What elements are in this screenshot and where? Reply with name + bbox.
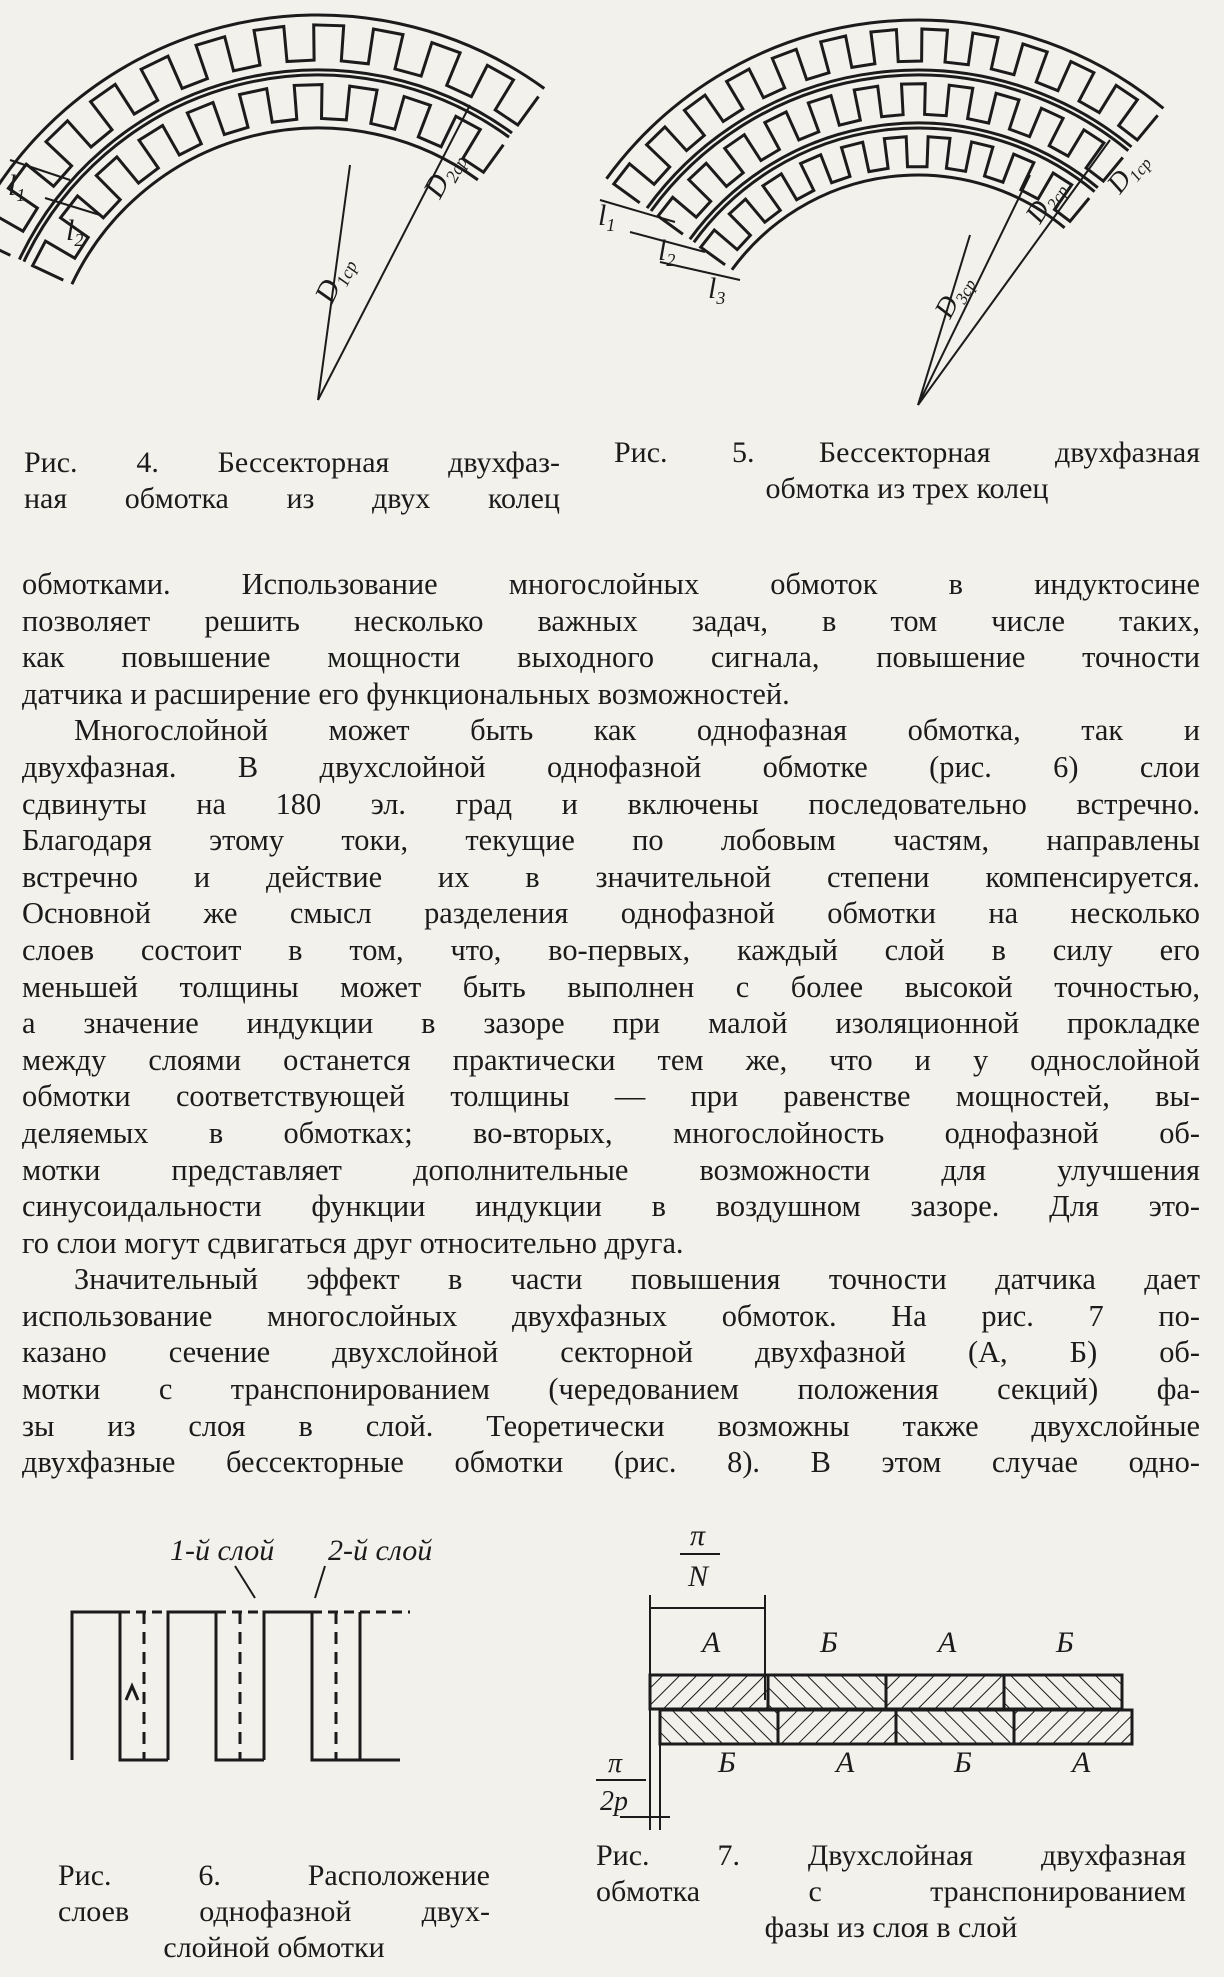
figure-6-caption: Рис. 6. Расположение слоев однофазной двух- слойной обмотки [58, 1859, 490, 1964]
fig6-leader-1 [235, 1566, 255, 1598]
fig7-bottom-layer-section [660, 1710, 778, 1744]
fig7-label-pi-2p-denominator: 2p [600, 1786, 628, 1817]
fig7-bottom-layer-section [1014, 1710, 1132, 1744]
fig5-inner-ring-edge [694, 128, 1095, 242]
fig7-bottom-layer-section [896, 1710, 1014, 1744]
figure-7-caption: Рис. 7. Двухслойная двухфазная обмотка с транспонированием фазы из слоя в слой [596, 1839, 1186, 1944]
fig6-label-layer2: 2-й слой [328, 1534, 433, 1567]
body-line: обмотками. Использование многослойных обмоток в индуктосине [22, 567, 1200, 601]
fig4-label-l1: $l_1$ [8, 169, 26, 205]
fig6-leader-2 [315, 1566, 325, 1598]
fig7-bottom-label: Б [718, 1746, 736, 1779]
body-line: двухфазная. В двухслойной однофазной обмотке (рис. 6) слои [22, 749, 1200, 784]
fig7-label-pi-2p-numerator: π [608, 1748, 623, 1779]
fig5-label-d1: $D_{1ср}$ [1101, 154, 1156, 200]
body-line: встречно и действие их в значительной степени компенсируется. [22, 859, 1200, 894]
fig7-bottom-layer-section [778, 1710, 896, 1744]
body-line: двухфазные бессекторные обмотки (рис. 8). В этом случае одно- [22, 1445, 1200, 1480]
body-line: казано сечение двухслойной секторной двухфазной (А, Б) об- [22, 1335, 1200, 1370]
fig7-top-label: А [702, 1626, 721, 1659]
body-line: сдвинуты на 180 эл. град и включены последовательно встречно. [22, 786, 1200, 821]
figure-6-diagram [60, 1500, 480, 1800]
fig5-inner-ring-edge [732, 175, 1065, 270]
fig6-layer1-coil [72, 1612, 168, 1760]
body-line: синусоидальности функции индукции в воздушном зазоре. Для это- [22, 1189, 1200, 1224]
fig5-label-l2: $l_2$ [658, 234, 676, 270]
fig6-label-layer1: 1-й слой [170, 1534, 275, 1567]
fig5-label-l1: $l_1$ [598, 199, 616, 235]
fig5-label-d3: $D_{3ср}$ [928, 276, 980, 324]
fig6-layer1-end [360, 1612, 400, 1760]
figure-5-caption: Рис. 5. Бессекторная двухфазная обмотка из трех колец [614, 436, 1200, 505]
fig7-bottom-label: А [836, 1746, 855, 1779]
body-line: Благодаря этому токи, текущие по лобовым частям, направлены [22, 823, 1200, 858]
fig7-top-layer-section [768, 1675, 886, 1709]
fig7-top-layer-section [1004, 1675, 1122, 1709]
fig7-top-label: Б [1056, 1626, 1074, 1659]
body-line: Значительный эффект в части повышения точности датчика дает [74, 1262, 1200, 1297]
body-line: позволяет решить несколько важных задач, в том числе таких, [22, 603, 1200, 638]
fig7-label-pi-n-numerator: π [690, 1519, 706, 1552]
fig5-label-l3: $l_3$ [708, 272, 726, 308]
fig6-layer1-coil [264, 1612, 360, 1760]
body-line: использование многослойных двухфазных обмоток. На рис. 7 по- [22, 1298, 1200, 1333]
fig7-bottom-label: А [1072, 1746, 1091, 1779]
fig7-top-label: А [938, 1626, 957, 1659]
fig4-label-d2: $D_{2ср}$ [417, 153, 472, 204]
fig7-top-layer-section [886, 1675, 1004, 1709]
fig4-outer-ring [0, 25, 539, 255]
body-line: деляемых в обмотках; во-вторых, многослойность однофазной об- [22, 1115, 1200, 1150]
body-line: как повышение мощности выходного сигнала, повышение точности [22, 640, 1200, 675]
fig7-top-layer-section [650, 1675, 768, 1709]
figure-7-diagram [590, 1510, 1190, 1850]
fig5-label-d2: $D_{2ср}$ [1019, 182, 1073, 229]
fig4-outer-ring-edge [0, 15, 544, 236]
body-line: датчика и расширение его функциональных возможностей. [22, 676, 790, 711]
body-line: меньшей толщины может быть выполнен с более высокой точностью, [22, 969, 1200, 1004]
body-line: а значение индукции в зазоре при малой изоляционной прокладке [22, 1006, 1200, 1041]
body-line: го слои могут сдвигаться друг относительно друга. [22, 1225, 684, 1260]
body-line: Многослойной может быть как однофазная обмотка, так и [74, 713, 1200, 748]
body-line: мотки с транспонированием (чередованием положения секций) фа- [22, 1372, 1200, 1407]
fig7-label-pi-n-denominator: N [688, 1560, 709, 1593]
fig6-arrow-icon [126, 1686, 138, 1700]
fig7-bottom-label: Б [954, 1746, 972, 1779]
figure-4-caption: Рис. 4. Бессекторная двухфаз- ная обмотка из двух колец [24, 446, 560, 515]
body-line: между слоями останется практически тем же, что и у однослойной [22, 1042, 1200, 1077]
body-line: обмотки соответствующей толщины — при равенстве мощностей, вы- [22, 1079, 1200, 1114]
body-text [22, 566, 1200, 1481]
body-line: мотки представляет дополнительные возможности для улучшения [22, 1152, 1200, 1187]
body-line: слоев состоит в том, что, во-первых, каждый слой в силу его [22, 932, 1200, 967]
fig4-label-d1: $D_{1ср}$ [308, 257, 362, 308]
body-line: Основной же смысл разделения однофазной обмотки на несколько [22, 896, 1200, 931]
fig7-top-label: Б [820, 1626, 838, 1659]
figure-5-diagram [600, 0, 1224, 420]
fig6-layer1-coil [168, 1612, 264, 1760]
fig4-label-l2: $l_2$ [66, 214, 84, 250]
body-line: зы из слоя в слой. Теоретически возможны также двухслойные [22, 1408, 1200, 1443]
fig4-inner-ring-edge [24, 75, 509, 262]
figure-4-diagram [0, 0, 560, 420]
